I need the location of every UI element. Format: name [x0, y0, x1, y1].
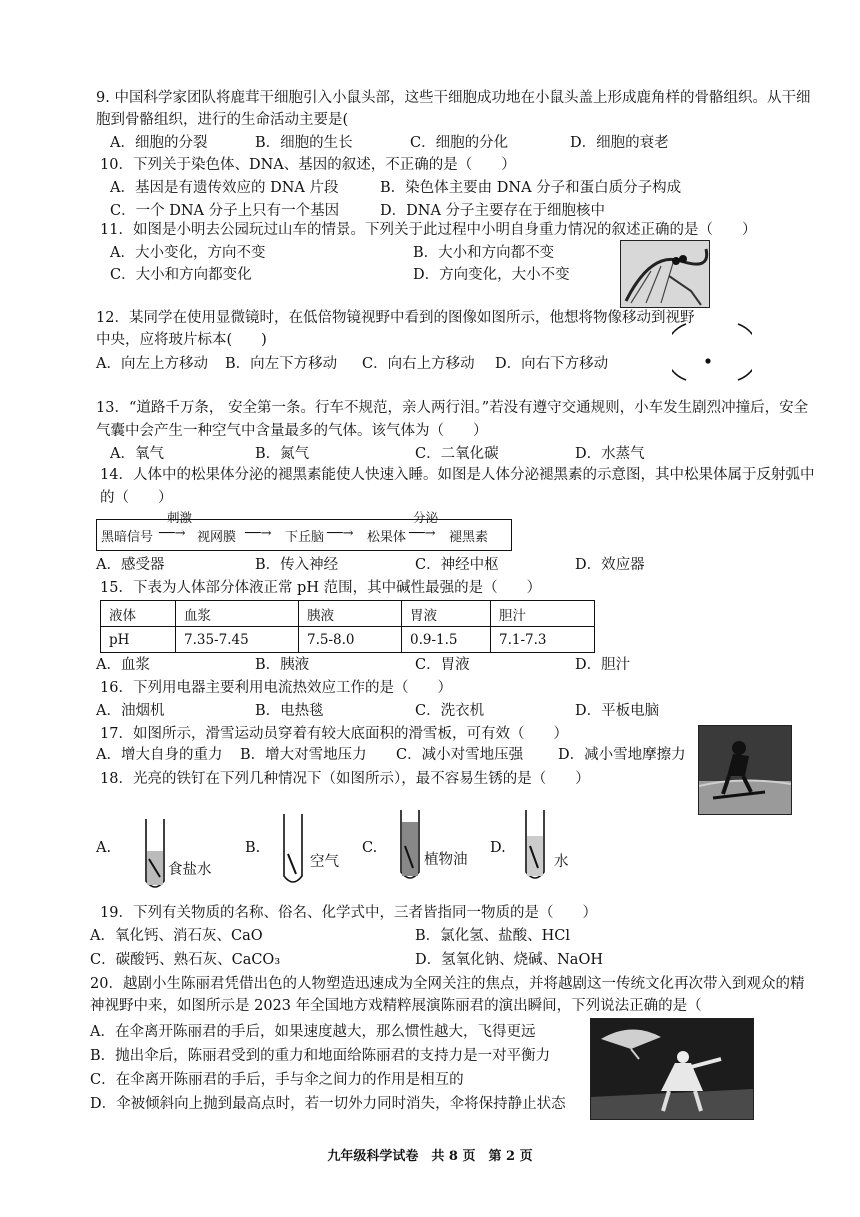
- melatonin-flow-diagram: [96, 510, 512, 551]
- tube-a-label: 食盐水: [168, 862, 212, 878]
- flow-node-retina: 视网膜: [197, 530, 237, 545]
- ph-header-cell: 胰液: [299, 601, 402, 627]
- q9-option-d[interactable]: D．细胞的衰老: [570, 135, 669, 151]
- q14-option-b[interactable]: B．传入神经: [255, 557, 339, 573]
- ph-value-cell: 0.9-1.5: [402, 627, 491, 653]
- q9-option-c[interactable]: C．细胞的分化: [410, 135, 509, 151]
- ph-value-cell: 7.35-7.45: [176, 627, 299, 653]
- test-tube-b: [278, 810, 308, 890]
- q19-option-b[interactable]: B．氯化氢、盐酸、HCl: [415, 928, 571, 944]
- q15-option-d[interactable]: D．胆汁: [575, 657, 631, 673]
- q9-stem-line2: 胞到骨骼组织，进行的生命活动主要是(: [96, 112, 349, 128]
- q17-option-b[interactable]: B．增大对雪地压力: [240, 747, 367, 763]
- ph-header-cell: 胃液: [402, 601, 491, 627]
- ph-value-cell: 7.5-8.0: [299, 627, 402, 653]
- q11-stem: 11．如图是小明去公园玩过山车的情景。下列关于此过程中小明自身重力情况的叙述正确的是（ ）: [100, 222, 757, 238]
- flow-arrow-2: ──→: [245, 526, 272, 541]
- q19-option-a[interactable]: A．氧化钙、消石灰、CaO: [90, 928, 263, 944]
- q20-stem-line1: 20．越剧小生陈丽君凭借出色的人物塑造迅速成为全网关注的焦点，并将越剧这一传统文化再次带入到观众的精: [90, 976, 805, 992]
- q16-option-a[interactable]: A．油烟机: [96, 703, 165, 719]
- skier-photo: [698, 725, 792, 815]
- flow-label-secrete: 分泌: [413, 510, 439, 525]
- q12-stem-line2: 中央，应将玻片标本( ): [96, 332, 267, 348]
- q12-stem-line1: 12．某同学在使用显微镜时，在低倍物镜视野中看到的图像如图所示，他想将物像移动到视野: [96, 310, 695, 326]
- q16-option-b[interactable]: B．电热毯: [255, 703, 324, 719]
- q20-option-b[interactable]: B．抛出伞后，陈丽君受到的重力和地面给陈丽君的支持力是一对平衡力: [90, 1048, 551, 1064]
- q18-stem: 18．光亮的铁钉在下列几种情况下（如图所示），最不容易生锈的是（ ）: [100, 771, 590, 787]
- flow-arrow-3: ──→: [327, 526, 354, 541]
- ph-header-cell: 液体: [101, 601, 176, 627]
- flow-label-stimulate: 刺激: [167, 510, 193, 525]
- ph-table-header-row: [101, 601, 595, 627]
- q16-stem: 16．下列用电器主要利用电流热效应工作的是（ ）: [100, 680, 452, 696]
- q10-option-d[interactable]: D．DNA 分子主要存在于细胞核中: [380, 203, 606, 219]
- q10-stem: 10．下列关于染色体、DNA、基因的叙述，不正确的是（ ）: [100, 157, 516, 173]
- ph-table-value-row: [101, 627, 595, 653]
- q13-option-d[interactable]: D．水蒸气: [575, 446, 645, 462]
- q12-option-b[interactable]: B．向左下方移动: [225, 356, 338, 372]
- q12-option-d[interactable]: D．向右下方移动: [495, 356, 609, 372]
- test-tube-c: [395, 806, 425, 886]
- flow-node-melatonin: 褪黑素: [449, 530, 489, 545]
- test-tube-a: [140, 815, 170, 895]
- q17-stem: 17．如图所示，滑雪运动员穿着有较大底面积的滑雪板，可有效（ ）: [100, 726, 568, 742]
- ph-table: [100, 600, 595, 653]
- roller-coaster-photo: [620, 240, 710, 308]
- q12-option-a[interactable]: A．向左上方移动: [96, 356, 208, 372]
- ph-header-cell: 胆汁: [491, 601, 595, 627]
- q16-option-c[interactable]: C．洗衣机: [415, 703, 485, 719]
- flow-node-hypothalamus: 下丘脑: [285, 530, 325, 545]
- q11-option-a[interactable]: A．大小变化，方向不变: [110, 245, 266, 261]
- q14-option-a[interactable]: A．感受器: [96, 557, 165, 573]
- q15-option-c[interactable]: C．胃液: [415, 657, 470, 673]
- q14-option-d[interactable]: D．效应器: [575, 557, 645, 573]
- q10-option-b[interactable]: B．染色体主要由 DNA 分子和蛋白质分子构成: [380, 180, 682, 196]
- ph-header-cell: 血浆: [176, 601, 299, 627]
- q19-stem: 19．下列有关物质的名称、俗名、化学式中，三者皆指同一物质的是（ ）: [100, 905, 597, 921]
- q15-option-b[interactable]: B．胰液: [255, 657, 310, 673]
- q9-option-a[interactable]: A．细胞的分裂: [110, 135, 208, 151]
- q15-stem: 15．下表为人体部分体液正常 pH 范围，其中碱性最强的是（ ）: [100, 580, 542, 596]
- page-footer: 九年级科学试卷 共 8 页 第 2 页: [327, 1149, 533, 1164]
- q20-option-d[interactable]: D．伞被倾斜向上抛到最高点时，若一切外力同时消失，伞将保持静止状态: [90, 1096, 566, 1112]
- q10-option-c[interactable]: C．一个 DNA 分子上只有一个基因: [110, 203, 340, 219]
- q11-option-d[interactable]: D．方向变化，大小不变: [413, 267, 570, 283]
- q17-option-d[interactable]: D．减小雪地摩擦力: [558, 747, 686, 763]
- tube-d-letter[interactable]: D.: [490, 840, 506, 856]
- q16-option-d[interactable]: D．平板电脑: [575, 703, 660, 719]
- q14-stem-line2: 的（ ）: [100, 490, 173, 506]
- specimen-dot: [705, 358, 710, 363]
- q9-option-b[interactable]: B．细胞的生长: [255, 135, 353, 151]
- q11-option-c[interactable]: C．大小和方向都变化: [110, 267, 252, 283]
- flow-arrow-4: ──→: [409, 526, 436, 541]
- q12-option-c[interactable]: C．向右上方移动: [362, 356, 475, 372]
- flow-node-dark-signal: 黑暗信号: [101, 530, 154, 545]
- q13-stem-line1: 13．“道路千万条， 安全第一条。行车不规范，亲人两行泪。”若没有遵守交通规则，小车发生剧烈冲撞后，安全: [96, 400, 809, 416]
- q17-option-c[interactable]: C．减小对雪地压强: [396, 747, 524, 763]
- ph-value-cell: pH: [101, 627, 176, 653]
- flow-node-pineal: 松果体: [367, 530, 407, 545]
- q20-stem-line2: 神视野中来，如图所示是 2023 年全国地方戏精粹展演陈丽君的演出瞬间，下列说法正确的是（: [90, 998, 702, 1014]
- q11-option-b[interactable]: B．大小和方向都不变: [413, 245, 555, 261]
- flow-arrow-1: ──→: [159, 526, 186, 541]
- opera-performance-photo: [590, 1018, 754, 1120]
- q14-option-c[interactable]: C．神经中枢: [415, 557, 499, 573]
- ph-value-cell: 7.1-7.3: [491, 627, 595, 653]
- q13-option-b[interactable]: B．氮气: [255, 446, 310, 462]
- q14-stem-line1: 14．人体中的松果体分泌的褪黑素能使人快速入睡。如图是人体分泌褪黑素的示意图，其中松果体属于反射弧中: [100, 467, 815, 483]
- q13-option-c[interactable]: C．二氧化碳: [415, 446, 499, 462]
- q13-stem-line2: 气囊中会产生一种空气中含量最多的气体。该气体为（ ）: [96, 423, 488, 439]
- microscope-field-diagram: [672, 318, 752, 384]
- tube-b-label: 空气: [310, 854, 339, 870]
- tube-b-letter[interactable]: B.: [245, 840, 261, 856]
- tube-a-letter[interactable]: A.: [96, 840, 112, 856]
- tube-c-label: 植物油: [424, 852, 468, 868]
- q10-option-a[interactable]: A．基因是有遗传效应的 DNA 片段: [110, 180, 339, 196]
- q20-option-c[interactable]: C．在伞离开陈丽君的手后，手与伞之间力的作用是相互的: [90, 1072, 464, 1088]
- q19-option-c[interactable]: C．碳酸钙、熟石灰、CaCO₃: [90, 952, 281, 968]
- q15-option-a[interactable]: A．血浆: [96, 657, 150, 673]
- q17-option-a[interactable]: A．增大自身的重力: [96, 747, 223, 763]
- q13-option-a[interactable]: A．氧气: [110, 446, 164, 462]
- tube-c-letter[interactable]: C.: [362, 840, 378, 856]
- tube-d-label: 水: [554, 854, 569, 870]
- q9-stem-line1: 9. 中国科学家团队将鹿茸干细胞引入小鼠头部，这些干细胞成功地在小鼠头盖上形成鹿角样的骨骼组织。从干细: [96, 90, 811, 106]
- q20-option-a[interactable]: A．在伞离开陈丽君的手后，如果速度越大，那么惯性越大，飞得更远: [90, 1024, 536, 1040]
- test-tube-d: [520, 806, 550, 886]
- q19-option-d[interactable]: D．氢氧化钠、烧碱、NaOH: [415, 952, 603, 968]
